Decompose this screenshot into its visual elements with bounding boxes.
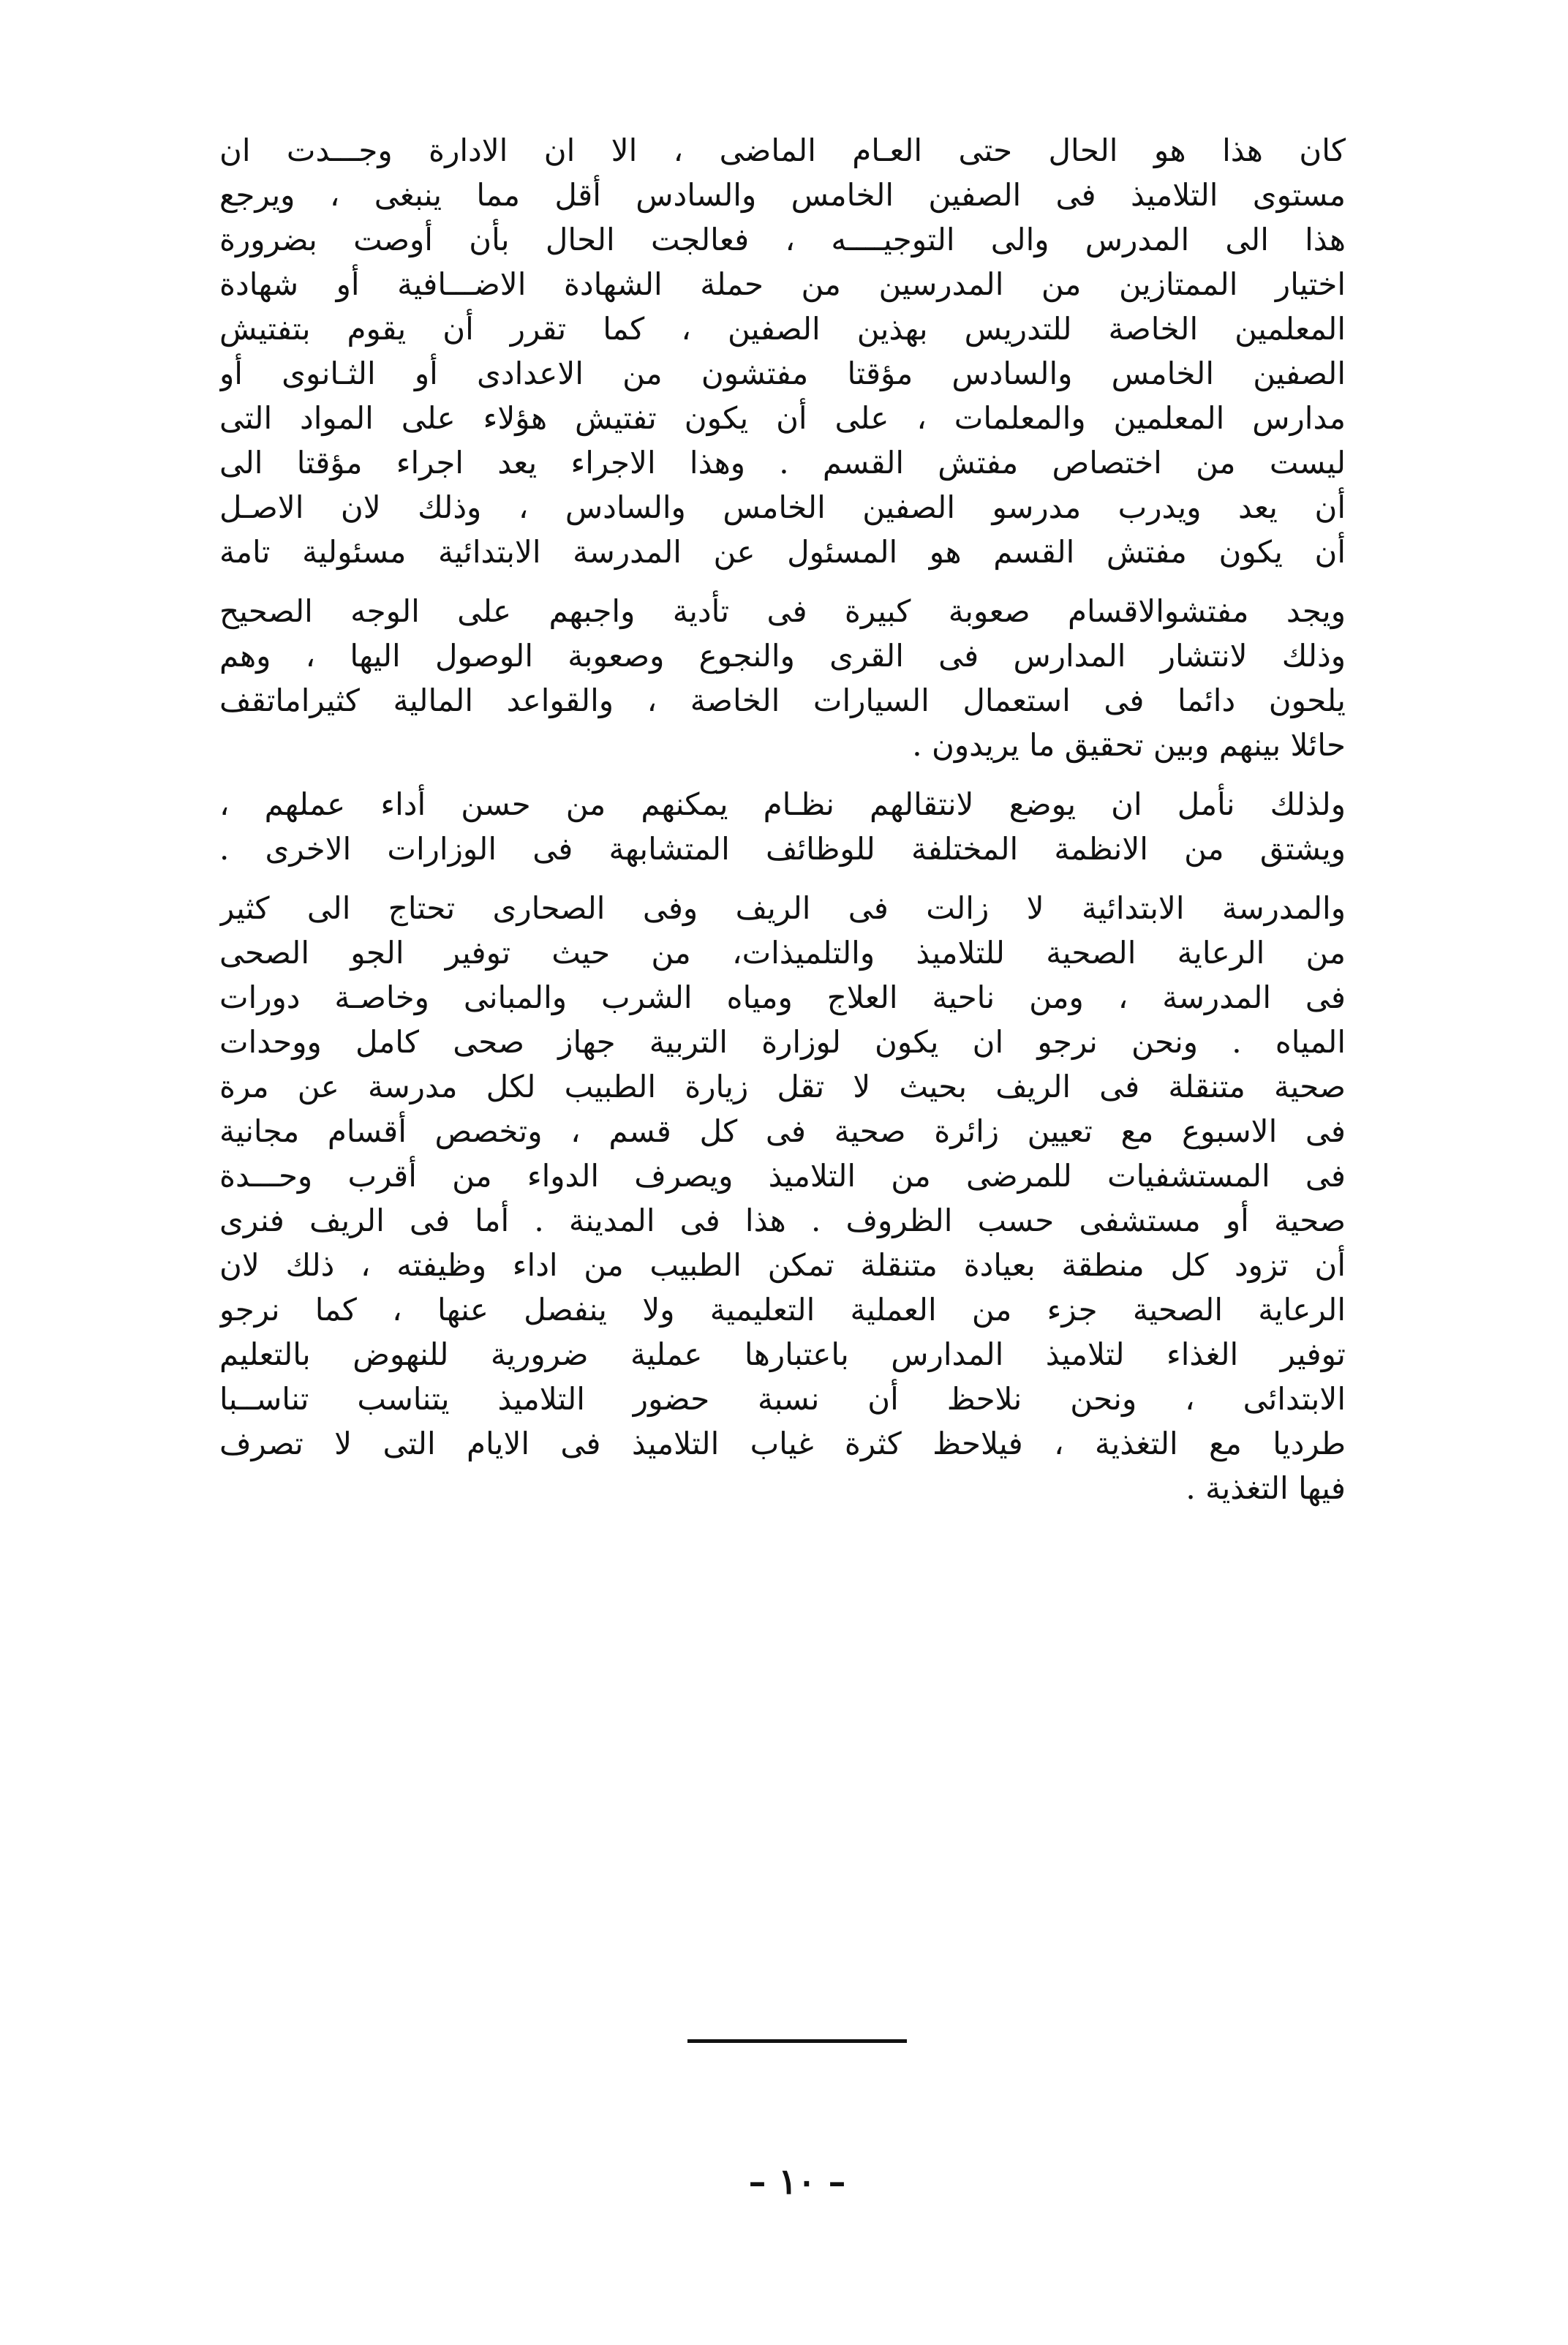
- text-line: مستوى التلاميذ فى الصفين الخامس والسادس أقل مما ينبغى ، ويرجع: [219, 177, 1346, 213]
- text-line: المعلمين الخاصة للتدريس بهذين الصفين ، كما تقرر أن يقوم بتفتيش: [219, 311, 1346, 347]
- text-line: والمدرسة الابتدائية لا زالت فى الريف وفى الصحارى تحتاج الى كثير: [219, 890, 1346, 926]
- text-line: ليست من اختصاص مفتش القسم . وهذا الاجراء يعد اجراء مؤقتا الى: [219, 445, 1346, 481]
- text-line: مدارس المعلمين والمعلمات ، على أن يكون تفتيش هؤلاء على المواد التى: [219, 400, 1346, 436]
- horizontal-divider: [687, 2039, 907, 2043]
- paragraph-3: [219, 782, 1346, 871]
- text-line: توفير الغذاء لتلاميذ المدارس باعتبارها عملية ضرورية للنهوض بالتعليم: [219, 1336, 1346, 1372]
- paragraph-1: [219, 128, 1346, 574]
- text-line: كان هذا هو الحال حتى العـام الماضى ، الا ان الادارة وجـــدت ان: [219, 132, 1346, 168]
- body-text: [219, 128, 1346, 1525]
- paragraph-4: [219, 886, 1346, 1510]
- text-line: فيها التغذية .: [1186, 1470, 1346, 1506]
- paragraph-2: [219, 589, 1346, 767]
- page-number: – ١٠ –: [748, 2161, 846, 2202]
- text-line: يلحون دائما فى استعمال السيارات الخاصة ، والقواعد المالية كثيراماتقف: [219, 682, 1346, 718]
- text-line: وذلك لانتشار المدارس فى القرى والنجوع وصعوبة الوصول اليها ، وهم: [219, 638, 1346, 674]
- text-line: الرعاية الصحية جزء من العملية التعليمية ولا ينفصل عنها ، كما نرجو: [219, 1292, 1346, 1328]
- text-line: هذا الى المدرس والى التوجيــــه ، فعالجت الحال بأن أوصت بضرورة: [219, 222, 1346, 257]
- text-line: فى المدرسة ، ومن ناحية العلاج ومياه الشرب والمبانى وخاصـة دورات: [219, 979, 1346, 1015]
- text-line: المياه . ونحن نرجو ان يكون لوزارة التربية جهاز صحى كامل ووحدات: [219, 1024, 1346, 1060]
- text-line: الصفين الخامس والسادس مؤقتا مفتشون من الاعدادى أو الثـانوى أو: [219, 355, 1346, 391]
- text-line: الابتدائى ، ونحن نلاحظ أن نسبة حضور التلاميذ يتناسب تناســبا: [219, 1381, 1346, 1417]
- text-line: صحية أو مستشفى حسب الظروف . هذا فى المدينة . أما فى الريف فنرى: [219, 1202, 1346, 1238]
- text-line: أن يعد ويدرب مدرسو الصفين الخامس والسادس ، وذلك لان الاصـل: [219, 489, 1346, 525]
- text-line: أن يكون مفتش القسم هو المسئول عن المدرسة الابتدائية مسئولية تامة: [219, 534, 1346, 570]
- text-line: ويجد مفتشوالاقسام صعوبة كبيرة فى تأدية واجبهم على الوجه الصحيح: [219, 593, 1346, 629]
- text-line: صحية متنقلة فى الريف بحيث لا تقل زيارة الطبيب لكل مدرسة عن مرة: [219, 1069, 1346, 1104]
- text-line: ولذلك نأمل ان يوضع لانتقالهم نظـام يمكنهم من حسن أداء عملهم ،: [219, 786, 1346, 822]
- text-line: طرديا مع التغذية ، فيلاحظ كثرة غياب التلاميذ فى الايام التى لا تصرف: [219, 1426, 1346, 1461]
- text-line: من الرعاية الصحية للتلاميذ والتلميذات، من حيث توفير الجو الصحى: [219, 935, 1346, 971]
- text-line: حائلا بينهم وبين تحقيق ما يريدون .: [912, 727, 1346, 763]
- text-line: أن تزود كل منطقة بعيادة متنقلة تمكن الطبيب من اداء وظيفته ، ذلك لان: [219, 1247, 1346, 1283]
- text-line: اختيار الممتازين من المدرسين من حملة الشهادة الاضـــافية أو شهادة: [219, 266, 1346, 302]
- text-line: ويشتق من الانظمة المختلفة للوظائف المتشابهة فى الوزارات الاخرى .: [219, 831, 1346, 867]
- text-line: فى المستشفيات للمرضى من التلاميذ ويصرف الدواء من أقرب وحـــدة: [219, 1158, 1346, 1194]
- text-line: فى الاسبوع مع تعيين زائرة صحية فى كل قسم ، وتخصص أقسام مجانية: [219, 1113, 1346, 1149]
